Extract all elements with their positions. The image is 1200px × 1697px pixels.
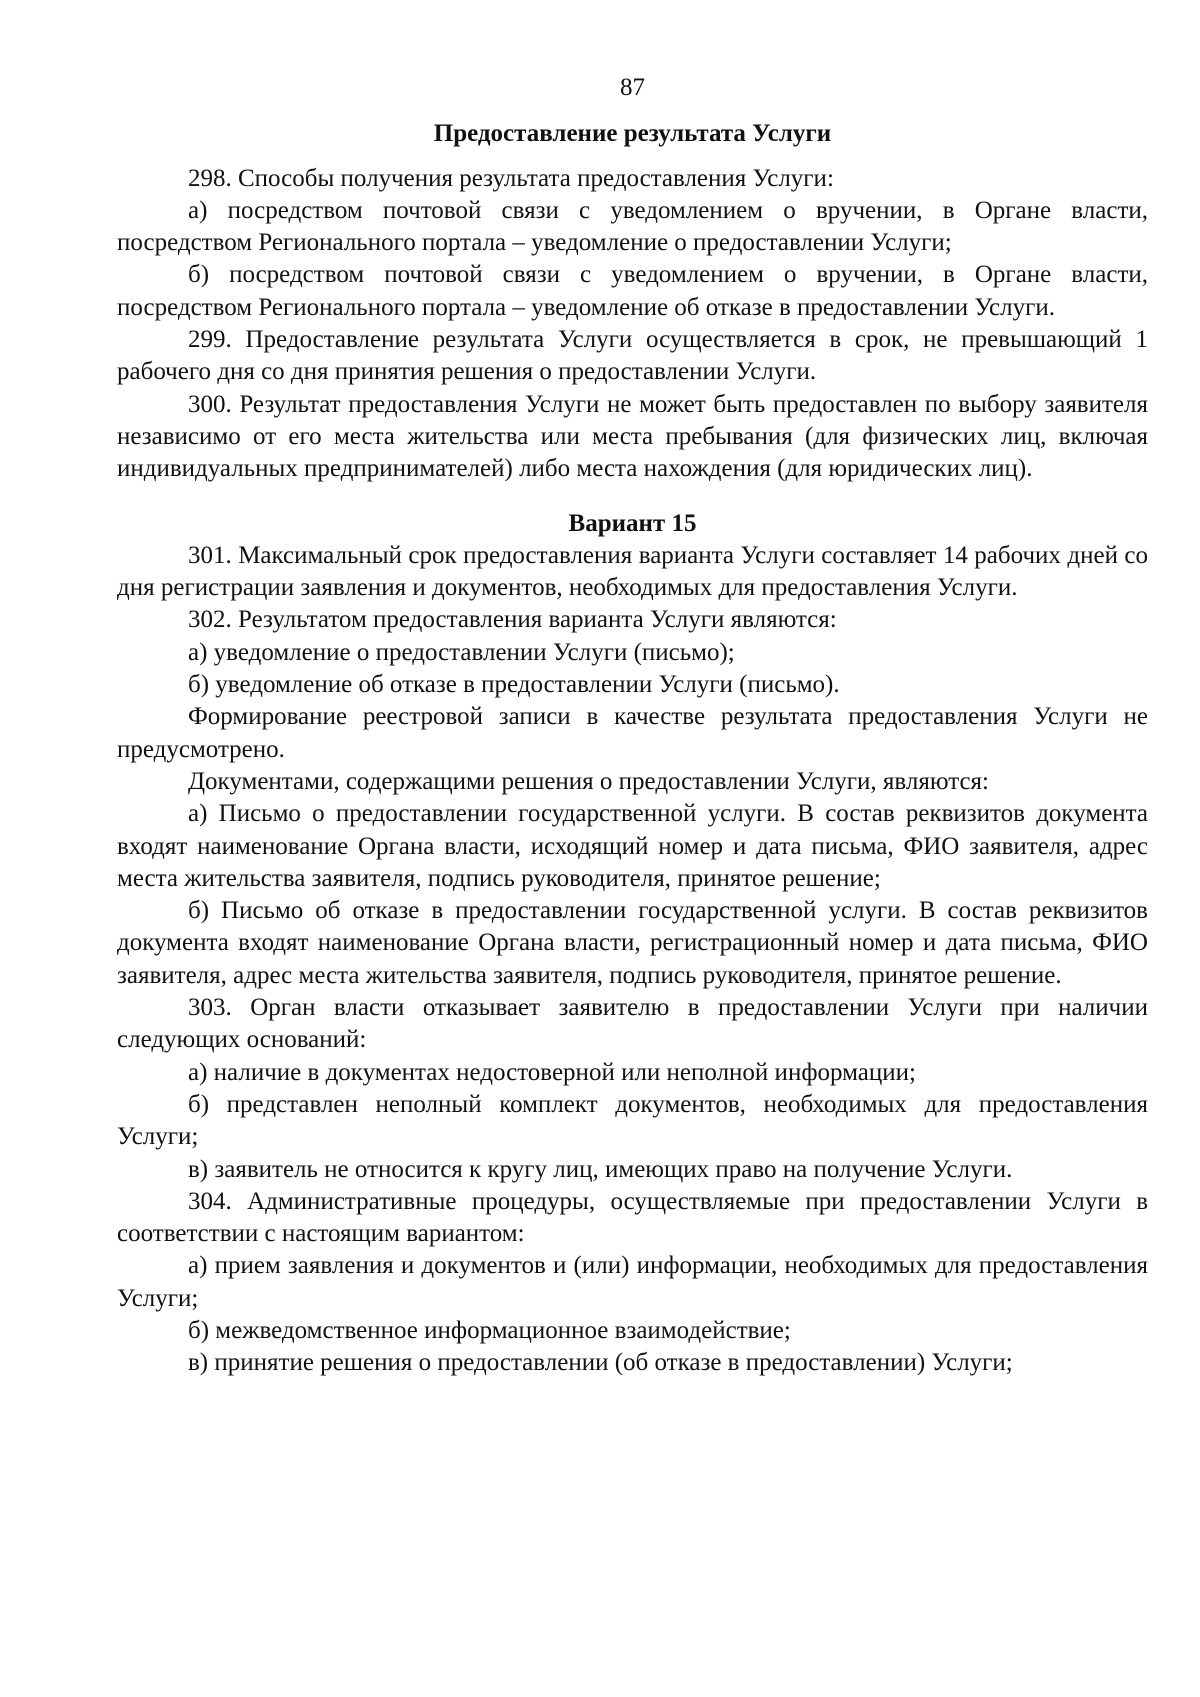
paragraph-298-a: а) посредством почтовой связи с уведомлением о вручении, в Органе власти, посредством Регионального портала – уведомление о предоставлении Услуги;: [117, 196, 1148, 257]
paragraph-300: 300. Результат предоставления Услуги не может быть предоставлен по выбору заявителя независимо от его места жительства или места пребывания (для физических лиц, включая индивидуальных предпринимателей) либо места нахождения (для юридических лиц).: [117, 390, 1148, 483]
paragraph-299: 299. Предоставление результата Услуги осуществляется в срок, не превышающий 1 рабочего дня со дня принятия решения о предоставлении Услуги.: [117, 326, 1148, 386]
paragraph-302-b: б) уведомление об отказе в предоставлении Услуги (письмо).: [188, 671, 840, 699]
paragraph-304-b: б) межведомственное информационное взаимодействие;: [188, 1316, 791, 1344]
variant-title: Вариант 15: [568, 509, 697, 537]
paragraph-304: 304. Административные процедуры, осуществляемые при предоставлении Услуги в соответствии с настоящим вариантом:: [117, 1187, 1148, 1248]
paragraph-298: 298. Способы получения результата предоставления Услуги:: [188, 164, 834, 192]
paragraph-304-a: а) прием заявления и документов и (или) информации, необходимых для предоставления Услуги;: [117, 1252, 1148, 1312]
paragraph-301: 301. Максимальный срок предоставления варианта Услуги составляет 14 рабочих дней со дня регистрации заявления и документов, необходимых для предоставления Услуги.: [117, 541, 1148, 602]
paragraph-302-a: а) уведомление о предоставлении Услуги (письмо);: [188, 638, 735, 666]
paragraph-registry-note: Формирование реестровой записи в качестве результата предоставления Услуги не предусмотрено.: [117, 703, 1148, 763]
paragraph-303-c: в) заявитель не относится к кругу лиц, имеющих право на получение Услуги.: [188, 1155, 1013, 1183]
paragraph-303-a: а) наличие в документах недостоверной или неполной информации;: [188, 1058, 916, 1086]
paragraph-298-b: б) посредством почтовой связи с уведомлением о вручении, в Органе власти, посредством Регионального портала – уведомление об отказе в предоставлении Услуги.: [117, 261, 1148, 321]
paragraph-302: 302. Результатом предоставления варианта Услуги являются:: [188, 606, 837, 634]
paragraph-decision-documents-b: б) Письмо об отказе в предоставлении государственной услуги. В состав реквизитов документа входят наименование Органа власти, регистрационный номер и дата письма, ФИО заявителя, адрес места жительства заявителя, подпись руководителя, принятое решение.: [117, 897, 1148, 989]
paragraph-303-b: б) представлен неполный комплект документов, необходимых для предоставления Услуги;: [117, 1090, 1148, 1151]
paragraph-decision-documents: Документами, содержащими решения о предоставлении Услуги, являются:: [188, 767, 989, 795]
paragraph-304-c: в) принятие решения о предоставлении (об отказе в предоставлении) Услуги;: [188, 1349, 1013, 1377]
paragraph-303: 303. Орган власти отказывает заявителю в предоставлении Услуги при наличии следующих оснований:: [117, 994, 1148, 1054]
page-number: 87: [620, 74, 645, 101]
paragraph-decision-documents-a: а) Письмо о предоставлении государственной услуги. В состав реквизитов документа входят наименование Органа власти, исходящий номер и дата письма, ФИО заявителя, адрес места жительства заявителя, подпись руководителя, принятое решение;: [117, 800, 1148, 892]
section-title: Предоставление результата Услуги: [433, 120, 832, 148]
